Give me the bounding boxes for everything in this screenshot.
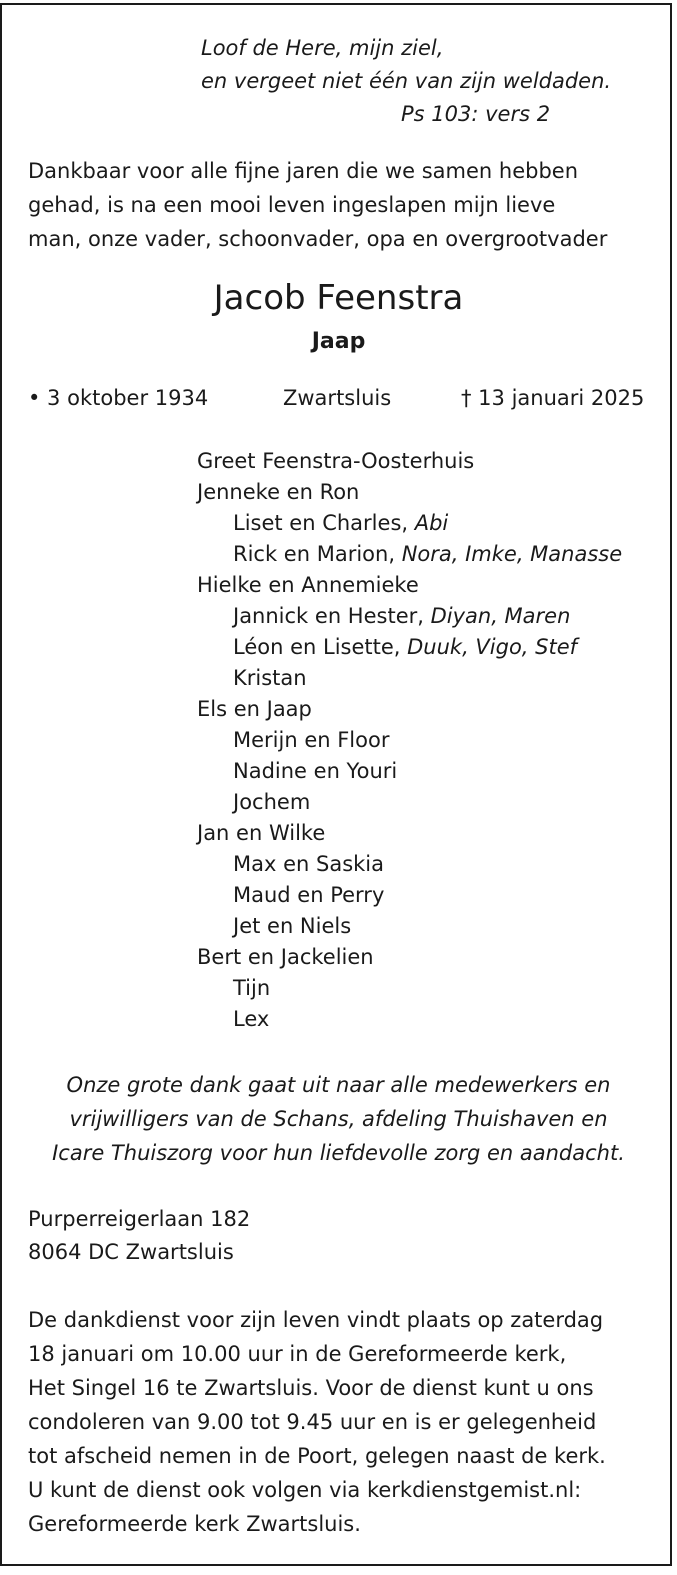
family-member [197,1004,622,1035]
family-member [197,632,622,663]
intro-text [28,154,668,256]
family-member [197,446,622,477]
family-member-names: Maud en Perry [233,883,385,907]
family-member-children: Abi [414,511,449,535]
family-member [197,477,622,508]
bible-verse [201,32,611,131]
family-member-names: Nadine en Youri [233,759,398,783]
family-member-names: Jet en Niels [233,914,352,938]
family-member-children: Diyan, Maren [430,604,571,628]
family-member [197,787,622,818]
family-member-names: Léon en Lisette, [233,635,408,659]
family-member-names: Liset en Charles, [233,511,415,535]
death-date: † 13 januari 2025 [461,386,645,410]
family-member-names: Els en Jaap [197,697,312,721]
family-member-names: Jan en Wilke [197,821,326,845]
family-member-names: Hielke en Annemieke [197,573,419,597]
thanks-line-2: vrijwilligers van de Schans, afdeling Thuishaven en [69,1107,608,1131]
family-member [197,694,622,725]
family-member-names: Rick en Marion, [233,542,402,566]
family-member-names: Jochem [233,790,311,814]
family-member-names: Merijn en Floor [233,728,390,752]
family-member [197,942,622,973]
family-member [197,570,622,601]
family-member-names: Max en Saskia [233,852,384,876]
verse-reference: Ps 103: vers 2 [401,102,551,126]
verse-line-1: Loof de Here, mijn ziel, [201,36,444,60]
family-member [197,725,622,756]
family-member [197,973,622,1004]
deceased-nickname: Jaap [311,329,366,354]
service-line-3: Het Singel 16 te Zwartsluis. Voor de dienst kunt u ons [28,1376,594,1400]
verse-line-2: en vergeet niet één van zijn weldaden. [201,69,612,93]
family-member-names: Bert en Jackelien [197,945,374,969]
family-member [197,539,622,570]
family-member-names: Greet Feenstra-Oosterhuis [197,449,475,473]
family-member [197,601,622,632]
service-line-7: Gereformeerde kerk Zwartsluis. [28,1512,361,1536]
service-info [28,1303,606,1541]
family-member-names: Jannick en Hester, [233,604,431,628]
family-member [197,663,622,694]
thanks-text [0,1068,677,1170]
service-line-2: 18 januari om 10.00 uur in de Gereformeerde kerk, [28,1342,567,1366]
family-member-names: Lex [233,1007,270,1031]
service-line-6: U kunt de dienst ook volgen via kerkdienstgemist.nl: [28,1478,582,1502]
family-member-names: Kristan [233,666,307,690]
service-line-1: De dankdienst voor zijn leven vindt plaats op zaterdag [28,1308,604,1332]
family-member [197,849,622,880]
family-member-names: Tijn [233,976,271,1000]
family-member-children: Duuk, Vigo, Stef [407,635,578,659]
family-member-names: Jenneke en Ron [197,480,360,504]
service-line-5: tot afscheid nemen in de Poort, gelegen naast de kerk. [28,1444,606,1468]
address-street: Purperreigerlaan 182 [28,1207,251,1231]
address-block [28,1203,250,1269]
birth-place: Zwartsluis [283,386,392,410]
service-line-4: condoleren van 9.00 tot 9.45 uur en is er gelegenheid [28,1410,597,1434]
family-member [197,756,622,787]
address-city: 8064 DC Zwartsluis [28,1240,234,1264]
thanks-line-3: Icare Thuiszorg voor hun liefdevolle zorg en aandacht. [52,1141,625,1165]
intro-line-1: Dankbaar voor alle fijne jaren die we samen hebben [28,159,579,183]
deceased-name: Jacob Feenstra [213,278,464,318]
family-member [197,880,622,911]
birth-date: • 3 oktober 1934 [28,386,209,410]
thanks-line-1: Onze grote dank gaat uit naar alle medewerkers en [66,1073,611,1097]
family-member-children: Nora, Imke, Manasse [401,542,623,566]
family-member [197,818,622,849]
intro-line-2: gehad, is na een mooi leven ingeslapen mijn lieve [28,193,556,217]
family-member [197,911,622,942]
intro-line-3: man, onze vader, schoonvader, opa en overgrootvader [28,227,608,251]
family-member [197,508,622,539]
family-list [197,446,622,1035]
